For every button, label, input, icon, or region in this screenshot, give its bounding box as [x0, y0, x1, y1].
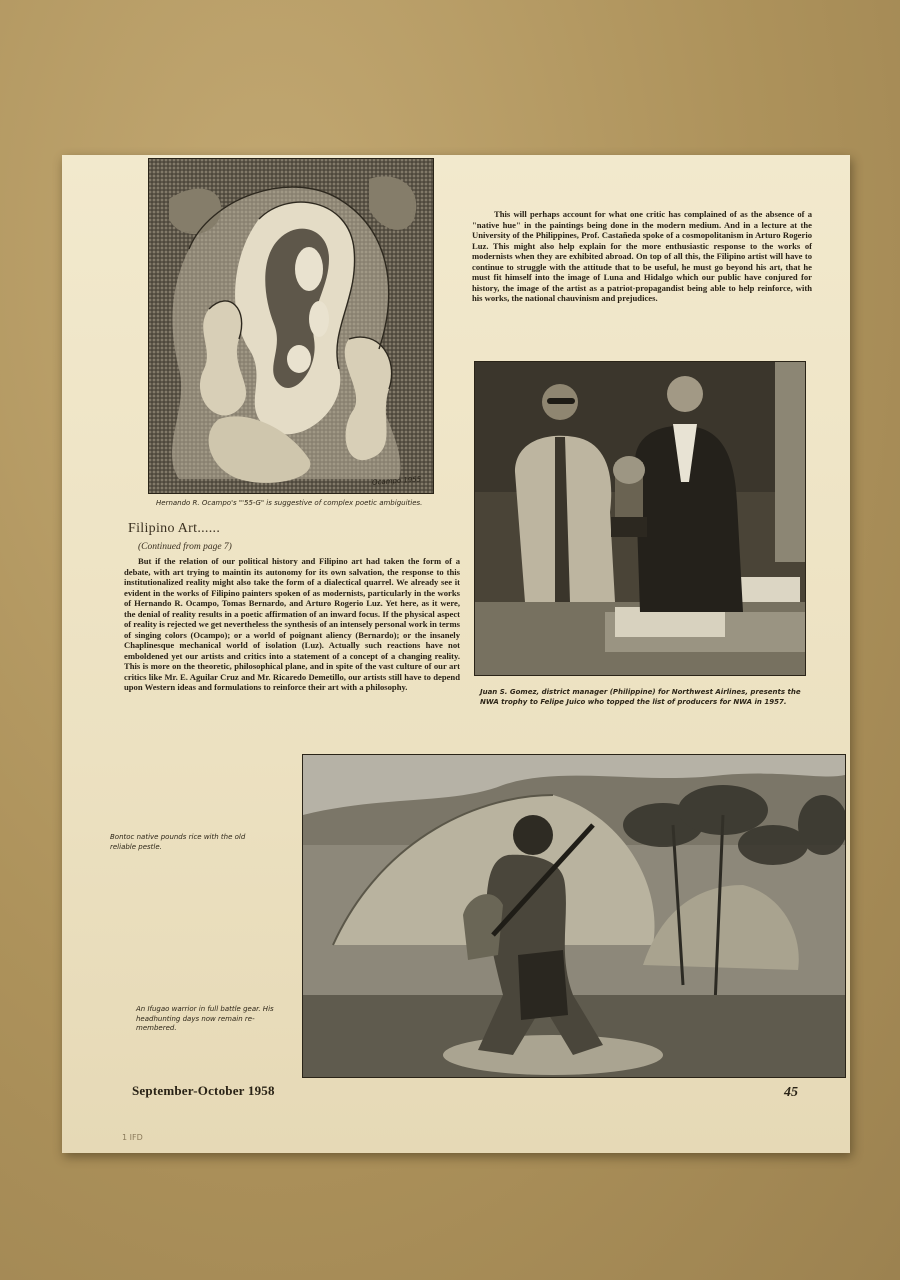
article-right-column: This will perhaps account for what one critic has complained of as the absence of a "native hue" in the paintings being done in the modern medium. And in a lecture at the University of the Philippines, Prof. Castañeda spoke of a cosmopolitanism in Arturo Rogerio Luz. This might also help explain for the more enthusiastic response to the works of modernists when they are exhibited abroad. On top of all this, the Filipino artist will have to continue to struggle with the attitude that to be useful, he must go beyond his art, that he must fit himself into the image of Luna and Hidalgo which our public have conjured for history, the image of the artist as a patriot-propagandist being able to help reinforce, with his works, the national chauvinism and prejudices. [472, 209, 812, 303]
ifugao-warrior-photo [302, 754, 846, 1078]
trophy-presentation-photo [474, 361, 806, 676]
article-left-column: But if the relation of our political history and Filipino art had taken the form of a debate, with art trying to maintin its autonomy for its own salvation, the response to this institutionalized reality might also take the form of a dialectical quarrel. We already see it evident in the works of Filipino painters spoken of as modernists, particularly in the works of Hernando R. Ocampo, Tomas Bernardo, and Arturo Rogerio Luz. Yet here, as it were, the denial of reality results in a poetic affirmation of an inward focus. If the physical aspect of reality is rejected we get nevertheless the synthesis of an intensely personal work in terms of singing colors (Ocampo); or a world of poignant aliency (Bernardo); or the insanely Chaplinesque mechanical world of isolation (Luz). Actually such reactions have not emboldened yet our artists and critics into a statement of a concept of a changing reality. This is more on the theoretic, philosophical plane, and in spite of the vast culture of our art critics like Mr. E. Aguilar Cruz and Mr. Ricaredo Demetillo, our artists still have to depend upon Western ideas and formulations to reinforce their art with a philosophy. [124, 556, 460, 692]
page-number: 45 [784, 1085, 798, 1100]
article-headline: Filipino Art...... [128, 521, 221, 536]
magazine-page [62, 155, 850, 1153]
trophy-scene [475, 362, 805, 675]
bontoc-caption: Bontoc native pounds rice with the old reliable pestle. [110, 833, 246, 851]
painting-caption: Hernando R. Ocampo's "'55-G" is suggestive of complex poetic ambiguities. [156, 499, 423, 507]
ifugao-caption: An Ifugao warrior in full battle gear. His headhunting days now remain re-membered. [136, 1005, 274, 1032]
trophy-photo-caption: Juan S. Gomez, district manager (Philippine) for Northwest Airlines, presents the NWA trophy to Felipe Juico who topped the list of producers for NWA in 1957. [480, 688, 801, 706]
pencil-annotation: 1 IFD [122, 1133, 143, 1142]
painting-signature: Ocampo 1955 [371, 475, 422, 487]
issue-date: September-October 1958 [132, 1083, 275, 1098]
village-scene [303, 755, 845, 1077]
continued-note: (Continued from page 7) [138, 542, 232, 552]
painting-artwork [149, 159, 433, 493]
ocampo-painting [148, 158, 434, 494]
